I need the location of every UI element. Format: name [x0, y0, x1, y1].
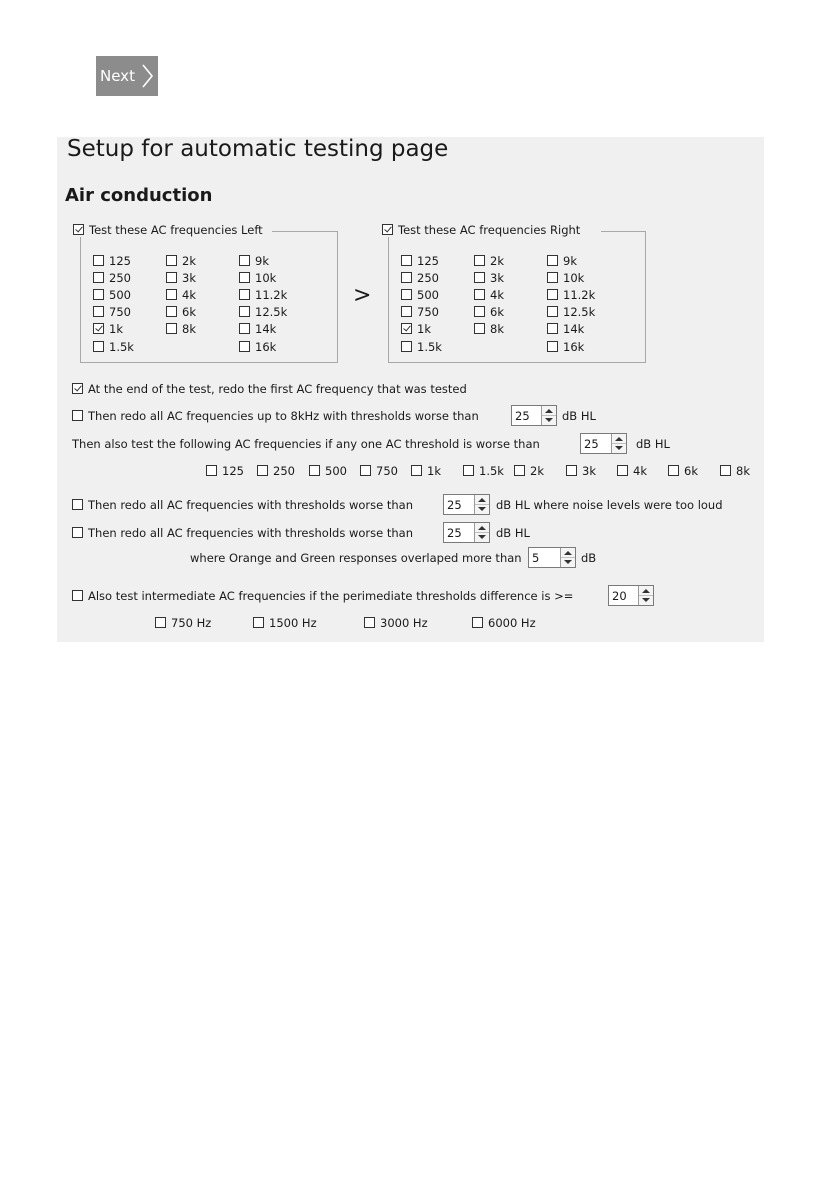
- left-freq-label: 16k: [255, 340, 277, 354]
- also-test-unit: dB HL: [636, 437, 670, 451]
- left-freq-label: 12.5k: [255, 305, 288, 319]
- overlap-label: where Orange and Green responses overlaped more than: [190, 551, 522, 565]
- also-test-freq-label: 1k: [427, 464, 441, 478]
- right-freq-checkbox[interactable]: [547, 323, 558, 334]
- left-freq-label: 6k: [182, 305, 196, 319]
- spin-up-icon: [478, 498, 486, 502]
- right-freq-label: 16k: [563, 340, 585, 354]
- overlap-spinner[interactable]: [528, 547, 576, 568]
- left-freq-checkbox[interactable]: [93, 306, 104, 317]
- left-freq-checkbox[interactable]: [239, 255, 250, 266]
- overlap-unit: dB: [581, 551, 597, 565]
- intermediate-label: Also test intermediate AC frequencies if the perimediate thresholds difference is >=: [88, 589, 574, 603]
- also-test-freq-checkbox[interactable]: [360, 465, 371, 476]
- redo-first-checkbox[interactable]: [72, 383, 83, 394]
- also-test-freq-label: 2k: [530, 464, 544, 478]
- intermediate-checkbox[interactable]: [72, 590, 83, 601]
- spin-up-icon: [642, 589, 650, 593]
- also-test-freq-checkbox[interactable]: [309, 465, 320, 476]
- right-freq-label: 12.5k: [563, 305, 596, 319]
- intermediate-freq-checkbox[interactable]: [472, 617, 483, 628]
- also-test-freq-checkbox[interactable]: [257, 465, 268, 476]
- chevron-right-icon: [142, 64, 153, 88]
- left-freq-label: 125: [109, 254, 131, 268]
- left-group-label: Test these AC frequencies Left: [89, 223, 263, 237]
- left-freq-checkbox[interactable]: [166, 272, 177, 283]
- right-freq-checkbox[interactable]: [401, 255, 412, 266]
- overlap-value: 5: [532, 551, 540, 565]
- intermediate-freq-checkbox[interactable]: [364, 617, 375, 628]
- left-group-checkbox[interactable]: [73, 224, 84, 235]
- left-freq-checkbox[interactable]: [239, 341, 250, 352]
- redo-up-to-8k-unit: dB HL: [562, 409, 596, 423]
- section-title-air-conduction: Air conduction: [65, 185, 213, 206]
- right-freq-label: 3k: [490, 271, 504, 285]
- left-freq-checkbox[interactable]: [93, 255, 104, 266]
- left-freq-label: 9k: [255, 254, 269, 268]
- intermediate-value: 20: [612, 589, 627, 603]
- spin-down-icon: [478, 535, 486, 539]
- right-freq-label: 10k: [563, 271, 585, 285]
- intermediate-freq-label: 3000 Hz: [380, 616, 428, 630]
- also-test-freq-checkbox[interactable]: [514, 465, 525, 476]
- spin-up-icon: [564, 551, 572, 555]
- also-test-freq-label: 4k: [633, 464, 647, 478]
- redo-first-label: At the end of the test, redo the first AC frequency that was tested: [88, 382, 467, 396]
- next-button[interactable]: [96, 56, 158, 96]
- redo-overlap-label: Then redo all AC frequencies with thresholds worse than: [88, 526, 413, 540]
- spin-down-icon: [478, 507, 486, 511]
- right-freq-label: 11.2k: [563, 288, 596, 302]
- right-freq-checkbox[interactable]: [401, 272, 412, 283]
- also-test-freq-checkbox[interactable]: [411, 465, 422, 476]
- right-freq-label: 9k: [563, 254, 577, 268]
- left-freq-checkbox[interactable]: [93, 323, 104, 334]
- left-freq-label: 4k: [182, 288, 196, 302]
- also-test-freq-checkbox[interactable]: [566, 465, 577, 476]
- right-freq-checkbox[interactable]: [547, 272, 558, 283]
- right-freq-checkbox[interactable]: [474, 272, 485, 283]
- redo-up-to-8k-spinner[interactable]: [511, 405, 557, 426]
- left-freq-checkbox[interactable]: [239, 272, 250, 283]
- intermediate-freq-checkbox[interactable]: [155, 617, 166, 628]
- intermediate-freq-checkbox[interactable]: [253, 617, 264, 628]
- right-freq-label: 1k: [417, 322, 431, 336]
- also-test-spinner[interactable]: [580, 433, 627, 454]
- left-freq-label: 500: [109, 288, 131, 302]
- left-freq-checkbox[interactable]: [93, 289, 104, 300]
- right-freq-label: 125: [417, 254, 439, 268]
- left-freq-label: 250: [109, 271, 131, 285]
- intermediate-freq-label: 1500 Hz: [269, 616, 317, 630]
- copy-left-to-right-button[interactable]: >: [353, 283, 372, 308]
- redo-noise-checkbox[interactable]: [72, 499, 83, 510]
- also-test-freq-checkbox[interactable]: [720, 465, 731, 476]
- spin-down-icon: [642, 598, 650, 602]
- right-group-checkbox[interactable]: [382, 224, 393, 235]
- right-freq-checkbox[interactable]: [401, 341, 412, 352]
- also-test-freq-label: 750: [376, 464, 398, 478]
- right-freq-checkbox[interactable]: [474, 255, 485, 266]
- also-test-freq-checkbox[interactable]: [617, 465, 628, 476]
- also-test-freq-label: 1.5k: [479, 464, 504, 478]
- page-title: Setup for automatic testing page: [67, 136, 449, 162]
- intermediate-spinner[interactable]: [608, 585, 654, 606]
- spin-up-icon: [478, 526, 486, 530]
- spin-up-icon: [615, 437, 623, 441]
- also-test-freq-checkbox[interactable]: [463, 465, 474, 476]
- spin-up-icon: [545, 409, 553, 413]
- right-freq-label: 1.5k: [417, 340, 442, 354]
- right-freq-label: 500: [417, 288, 439, 302]
- right-freq-checkbox[interactable]: [474, 289, 485, 300]
- left-freq-label: 8k: [182, 322, 196, 336]
- left-freq-checkbox[interactable]: [93, 341, 104, 352]
- redo-up-to-8k-value: 25: [515, 409, 530, 423]
- redo-up-to-8k-checkbox[interactable]: [72, 410, 83, 421]
- also-test-freq-label: 3k: [582, 464, 596, 478]
- also-test-freq-checkbox[interactable]: [668, 465, 679, 476]
- redo-up-to-8k-label: Then redo all AC frequencies up to 8kHz with thresholds worse than: [88, 409, 479, 423]
- left-freq-checkbox[interactable]: [166, 289, 177, 300]
- right-freq-checkbox[interactable]: [547, 306, 558, 317]
- left-freq-label: 1k: [109, 322, 123, 336]
- right-freq-label: 750: [417, 305, 439, 319]
- right-freq-checkbox[interactable]: [474, 323, 485, 334]
- right-freq-checkbox[interactable]: [401, 289, 412, 300]
- right-freq-label: 2k: [490, 254, 504, 268]
- left-freq-checkbox[interactable]: [166, 306, 177, 317]
- left-freq-checkbox[interactable]: [239, 289, 250, 300]
- also-test-freq-checkbox[interactable]: [206, 465, 217, 476]
- left-freq-checkbox[interactable]: [166, 323, 177, 334]
- left-freq-checkbox[interactable]: [239, 306, 250, 317]
- spin-down-icon: [545, 418, 553, 422]
- right-freq-checkbox[interactable]: [401, 306, 412, 317]
- right-freq-label: 6k: [490, 305, 504, 319]
- also-test-freq-label: 8k: [736, 464, 750, 478]
- also-test-freq-label: 500: [325, 464, 347, 478]
- right-freq-label: 8k: [490, 322, 504, 336]
- right-freq-checkbox[interactable]: [547, 255, 558, 266]
- redo-noise-unit: dB HL where noise levels were too loud: [496, 498, 723, 512]
- left-freq-label: 11.2k: [255, 288, 288, 302]
- right-freq-checkbox[interactable]: [547, 289, 558, 300]
- also-test-freq-label: 6k: [684, 464, 698, 478]
- redo-overlap-unit: dB HL: [496, 526, 530, 540]
- left-freq-label: 10k: [255, 271, 277, 285]
- right-group-label: Test these AC frequencies Right: [398, 223, 581, 237]
- left-freq-checkbox[interactable]: [166, 255, 177, 266]
- also-test-value: 25: [584, 437, 599, 451]
- left-freq-label: 2k: [182, 254, 196, 268]
- left-freq-label: 750: [109, 305, 131, 319]
- also-test-freq-label: 250: [273, 464, 295, 478]
- left-freq-checkbox[interactable]: [93, 272, 104, 283]
- redo-noise-value: 25: [447, 498, 462, 512]
- intermediate-freq-label: 6000 Hz: [488, 616, 536, 630]
- also-test-freq-label: 125: [222, 464, 244, 478]
- spin-down-icon: [615, 446, 623, 450]
- redo-overlap-spinner[interactable]: [443, 522, 490, 543]
- redo-overlap-checkbox[interactable]: [72, 527, 83, 538]
- left-freq-label: 1.5k: [109, 340, 134, 354]
- right-freq-label: 14k: [563, 322, 585, 336]
- right-freq-checkbox[interactable]: [401, 323, 412, 334]
- next-button-label: Next: [100, 67, 135, 85]
- redo-noise-label: Then redo all AC frequencies with thresholds worse than: [88, 498, 413, 512]
- right-freq-checkbox[interactable]: [474, 306, 485, 317]
- redo-noise-spinner[interactable]: [443, 494, 490, 515]
- right-freq-label: 250: [417, 271, 439, 285]
- right-freq-label: 4k: [490, 288, 504, 302]
- intermediate-freq-label: 750 Hz: [171, 616, 212, 630]
- left-freq-checkbox[interactable]: [239, 323, 250, 334]
- also-test-label: Then also test the following AC frequencies if any one AC threshold is worse than: [72, 437, 540, 451]
- spin-down-icon: [564, 560, 572, 564]
- right-freq-checkbox[interactable]: [547, 341, 558, 352]
- redo-overlap-value: 25: [447, 526, 462, 540]
- left-freq-label: 14k: [255, 322, 277, 336]
- left-freq-label: 3k: [182, 271, 196, 285]
